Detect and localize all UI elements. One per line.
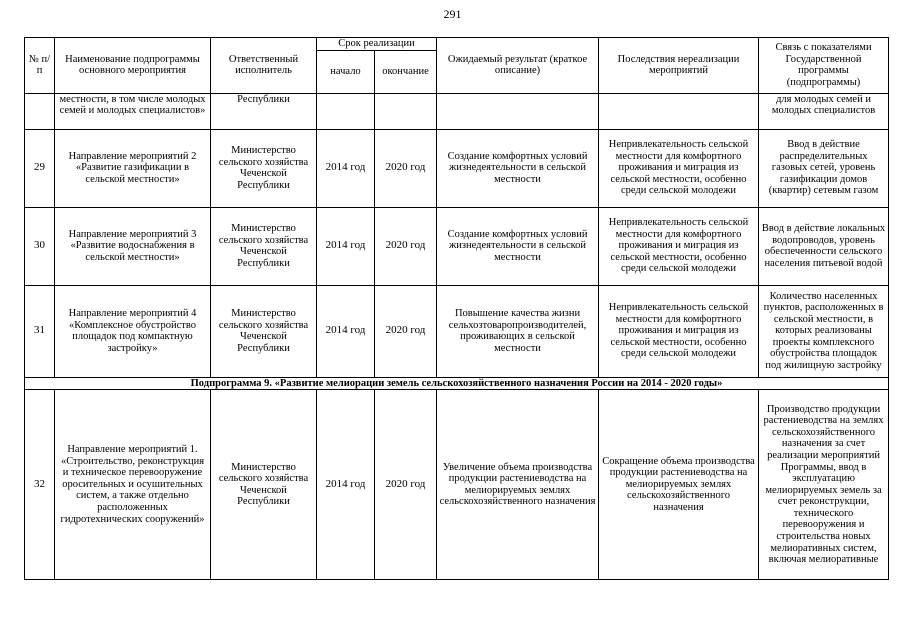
header-result: Ожидаемый результат (краткое описание) bbox=[437, 38, 599, 94]
header-period: Срок реализации bbox=[317, 38, 437, 51]
cell-executor: Министерство сельского хозяйства Чеченской Республики bbox=[211, 207, 317, 285]
header-link: Связь с показателями Государственной программы (подпрограммы) bbox=[759, 38, 889, 94]
cell-link: Ввод в действие распределительных газовых сетей, уровень газификации домов (квартир) сетевым газом bbox=[759, 129, 889, 207]
cell-end: 2020 год bbox=[375, 285, 437, 377]
cell-end: 2020 год bbox=[375, 129, 437, 207]
header-executor: Ответственный исполнитель bbox=[211, 38, 317, 94]
cell-result: Создание комфортных условий жизнедеятельности в сельской местности bbox=[437, 207, 599, 285]
cell-consequences: Сокращение объема производства продукции растениеводства на мелиорируемых землях сельскохозяйственного назначения bbox=[599, 390, 759, 580]
cell-consequences bbox=[599, 93, 759, 129]
cell-name: Направление мероприятий 2 «Развитие газификации в сельской местности» bbox=[55, 129, 211, 207]
subprogram-title: Подпрограмма 9. «Развитие мелиорации земель сельскохозяйственного назначения России на 2014 - 2020 годы» bbox=[25, 377, 889, 390]
cell-result bbox=[437, 93, 599, 129]
table-row bbox=[25, 129, 889, 207]
program-table bbox=[24, 37, 889, 580]
cell-num: 29 bbox=[25, 129, 55, 207]
cell-result: Повышение качества жизни сельхозтоваропроизводителей, проживающих в сельской местности bbox=[437, 285, 599, 377]
cell-end: 2020 год bbox=[375, 207, 437, 285]
cell-result: Увеличение объема производства продукции растениеводства на мелиорируемых землях сельскохозяйственного назначения bbox=[437, 390, 599, 580]
cell-executor: Министерство сельского хозяйства Чеченской Республики bbox=[211, 129, 317, 207]
page-number: 291 bbox=[443, 7, 462, 21]
cell-start: 2014 год bbox=[317, 207, 375, 285]
table-row bbox=[25, 390, 889, 580]
cell-executor: Республики bbox=[211, 93, 317, 129]
cell-start: 2014 год bbox=[317, 285, 375, 377]
cell-num bbox=[25, 93, 55, 129]
header-end: окончание bbox=[375, 50, 437, 93]
cell-num: 30 bbox=[25, 207, 55, 285]
header-name: Наименование подпрограммы основного мероприятия bbox=[55, 38, 211, 94]
cell-start: 2014 год bbox=[317, 129, 375, 207]
cell-consequences: Непривлекательность сельской местности для комфортного проживания и миграция из сельской местности, особенно среди сельской молодежи bbox=[599, 285, 759, 377]
cell-name: Направление мероприятий 3 «Развитие водоснабжения в сельской местности» bbox=[55, 207, 211, 285]
cell-name: местности, в том числе молодых семей и молодых специалистов» bbox=[55, 93, 211, 129]
cell-executor: Министерство сельского хозяйства Чеченской Республики bbox=[211, 285, 317, 377]
header-consequences: Последствия нереализации мероприятий bbox=[599, 38, 759, 94]
header-num: № п/п bbox=[25, 38, 55, 94]
cell-num: 31 bbox=[25, 285, 55, 377]
subprogram-row bbox=[25, 377, 889, 390]
table-row bbox=[25, 285, 889, 377]
header-start: начало bbox=[317, 50, 375, 93]
cell-name: Направление мероприятий 1. «Строительство, реконструкция и техническое перевооружение оросительных и осушительных систем, а также отдельно расположенных гидротехнических сооружений» bbox=[55, 390, 211, 580]
cell-num: 32 bbox=[25, 390, 55, 580]
cell-executor: Министерство сельского хозяйства Чеченской Республики bbox=[211, 390, 317, 580]
cell-consequences: Непривлекательность сельской местности для комфортного проживания и миграция из сельской местности, особенно среди сельской молодежи bbox=[599, 207, 759, 285]
header-row-top bbox=[25, 38, 889, 51]
cell-consequences: Непривлекательность сельской местности для комфортного проживания и миграция из сельской местности, особенно среди сельской молодежи bbox=[599, 129, 759, 207]
cell-link: Количество населенных пунктов, расположенных в сельской местности, в которых реализованы проекты комплексного обустройства площадок под жилищную застройку bbox=[759, 285, 889, 377]
cell-name: Направление мероприятий 4 «Комплексное обустройство площадок под компактную застройку» bbox=[55, 285, 211, 377]
cell-start: 2014 год bbox=[317, 390, 375, 580]
cell-end bbox=[375, 93, 437, 129]
cell-start bbox=[317, 93, 375, 129]
cell-result: Создание комфортных условий жизнедеятельности в сельской местности bbox=[437, 129, 599, 207]
cell-link: для молодых семей и молодых специалистов bbox=[759, 93, 889, 129]
cell-link: Ввод в действие локальных водопроводов, уровень обеспеченности сельского населения питьевой водой bbox=[759, 207, 889, 285]
cell-end: 2020 год bbox=[375, 390, 437, 580]
cell-link: Производство продукции растениеводства на землях сельскохозяйственного назначения за счет реализации мероприятий Программы, ввод в эксплуатацию мелиорируемых земель за счет реконструкции, технического перевооружения и строительства новых мелиоративных систем, включая мелиоративные bbox=[759, 390, 889, 580]
table-row-continuation bbox=[25, 93, 889, 129]
table-row bbox=[25, 207, 889, 285]
